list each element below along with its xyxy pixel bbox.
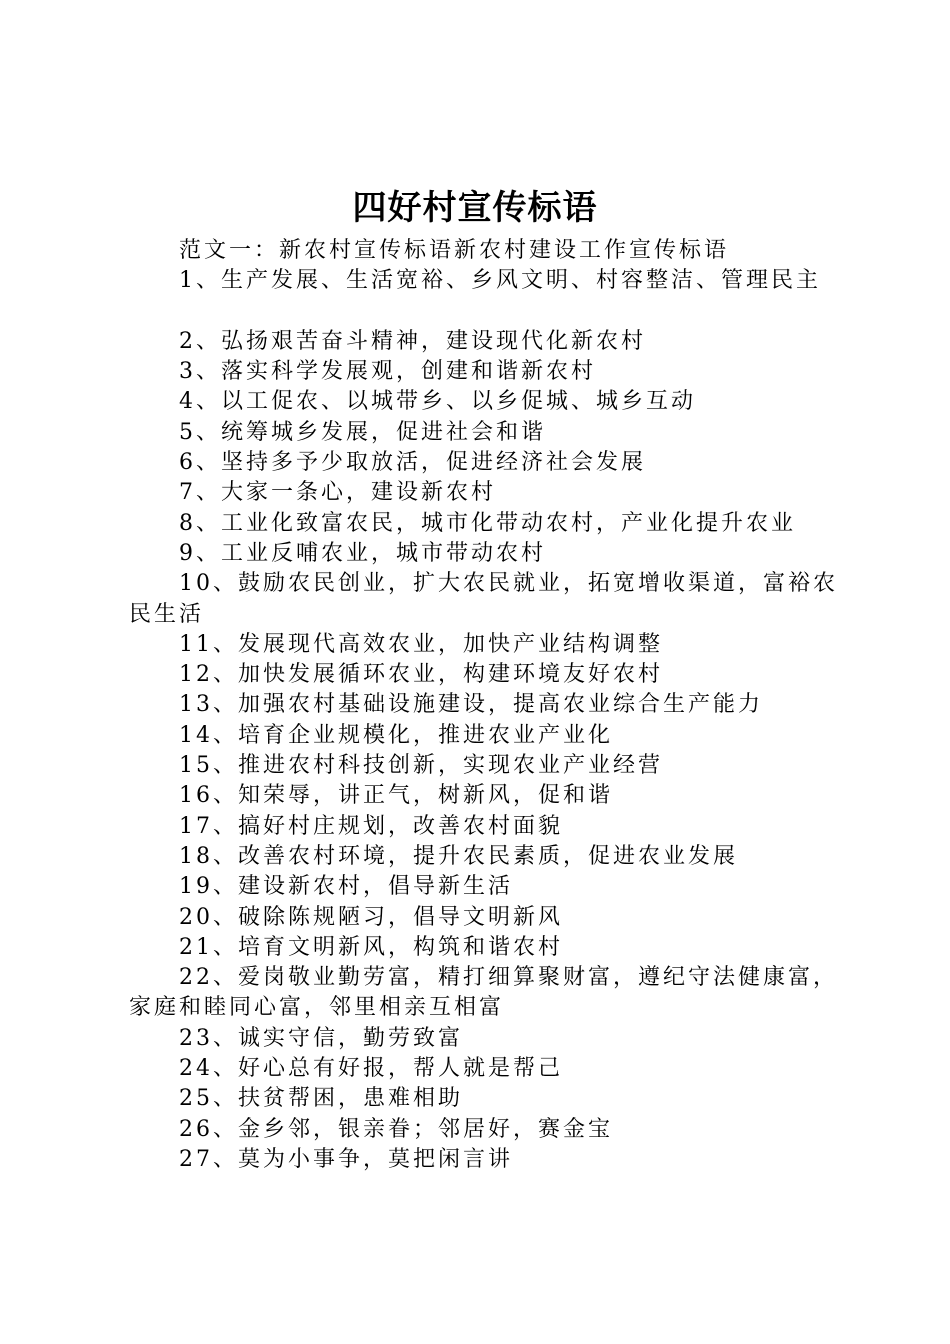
slogan-item-6: 6、坚持多予少取放活，促进经济社会发展 [179,450,646,476]
slogan-item-14: 14、培育企业规模化，推进农业产业化 [179,722,613,748]
slogan-item-1: 1、生产发展、生活宽裕、乡风文明、村容整洁、管理民主 [179,268,821,294]
slogan-item-21: 21、培育文明新风，构筑和谐农村 [179,934,563,960]
slogan-item-7: 7、大家一条心，建设新农村 [179,480,496,506]
slogan-item-16: 16、知荣辱，讲正气，树新风，促和谐 [179,783,613,809]
document-title: 四好村宣传标语 [352,188,598,228]
slogan-item-23: 23、诚实守信，勤劳致富 [179,1025,463,1051]
slogan-item-9: 9、工业反哺农业，城市带动农村 [179,540,546,566]
slogan-item-5: 5、统筹城乡发展，促进社会和谐 [179,419,546,445]
slogan-item-2: 2、弘扬艰苦奋斗精神，建设现代化新农村 [179,328,646,354]
slogan-item-11: 11、发展现代高效农业，加快产业结构调整 [179,631,663,657]
slogan-item-10: 10、鼓励农民创业，扩大农民就业，拓宽增收渠道，富裕农民生活 [129,571,838,627]
slogan-item-3: 3、落实科学发展观，创建和谐新农村 [179,359,596,385]
slogan-item-25: 25、扶贫帮困，患难相助 [179,1086,463,1112]
slogan-item-24: 24、好心总有好报，帮人就是帮己 [179,1056,563,1082]
slogan-item-13: 13、加强农村基础设施建设，提高农业综合生产能力 [179,692,763,718]
slogan-item-4: 4、以工促农、以城带乡、以乡促城、城乡互动 [179,389,696,415]
slogan-item-15: 15、推进农村科技创新，实现农业产业经营 [179,753,663,779]
slogan-item-22: 22、爱岗敬业勤劳富，精打细算聚财富，遵纪守法健康富，家庭和睦同心富，邻里相亲互相富 [129,965,838,1021]
slogan-item-27: 27、莫为小事争，莫把闲言讲 [179,1146,513,1172]
slogan-item-19: 19、建设新农村，倡导新生活 [179,874,513,900]
document-body [129,236,841,1175]
slogan-item-20: 20、破除陈规陋习，倡导文明新风 [179,904,563,930]
slogan-item-8: 8、工业化致富农民，城市化带动农村，产业化提升农业 [179,510,796,536]
blank-line [129,297,841,327]
slogan-item-26: 26、金乡邻，银亲眷；邻居好，赛金宝 [179,1116,613,1142]
intro-line: 范文一：新农村宣传标语新农村建设工作宣传标语 [179,238,730,263]
slogan-item-17: 17、搞好村庄规划，改善农村面貌 [179,813,563,839]
slogan-item-12: 12、加快发展循环农业，构建环境友好农村 [179,662,663,688]
slogan-item-18: 18、改善农村环境，提升农民素质，促进农业发展 [179,843,738,869]
